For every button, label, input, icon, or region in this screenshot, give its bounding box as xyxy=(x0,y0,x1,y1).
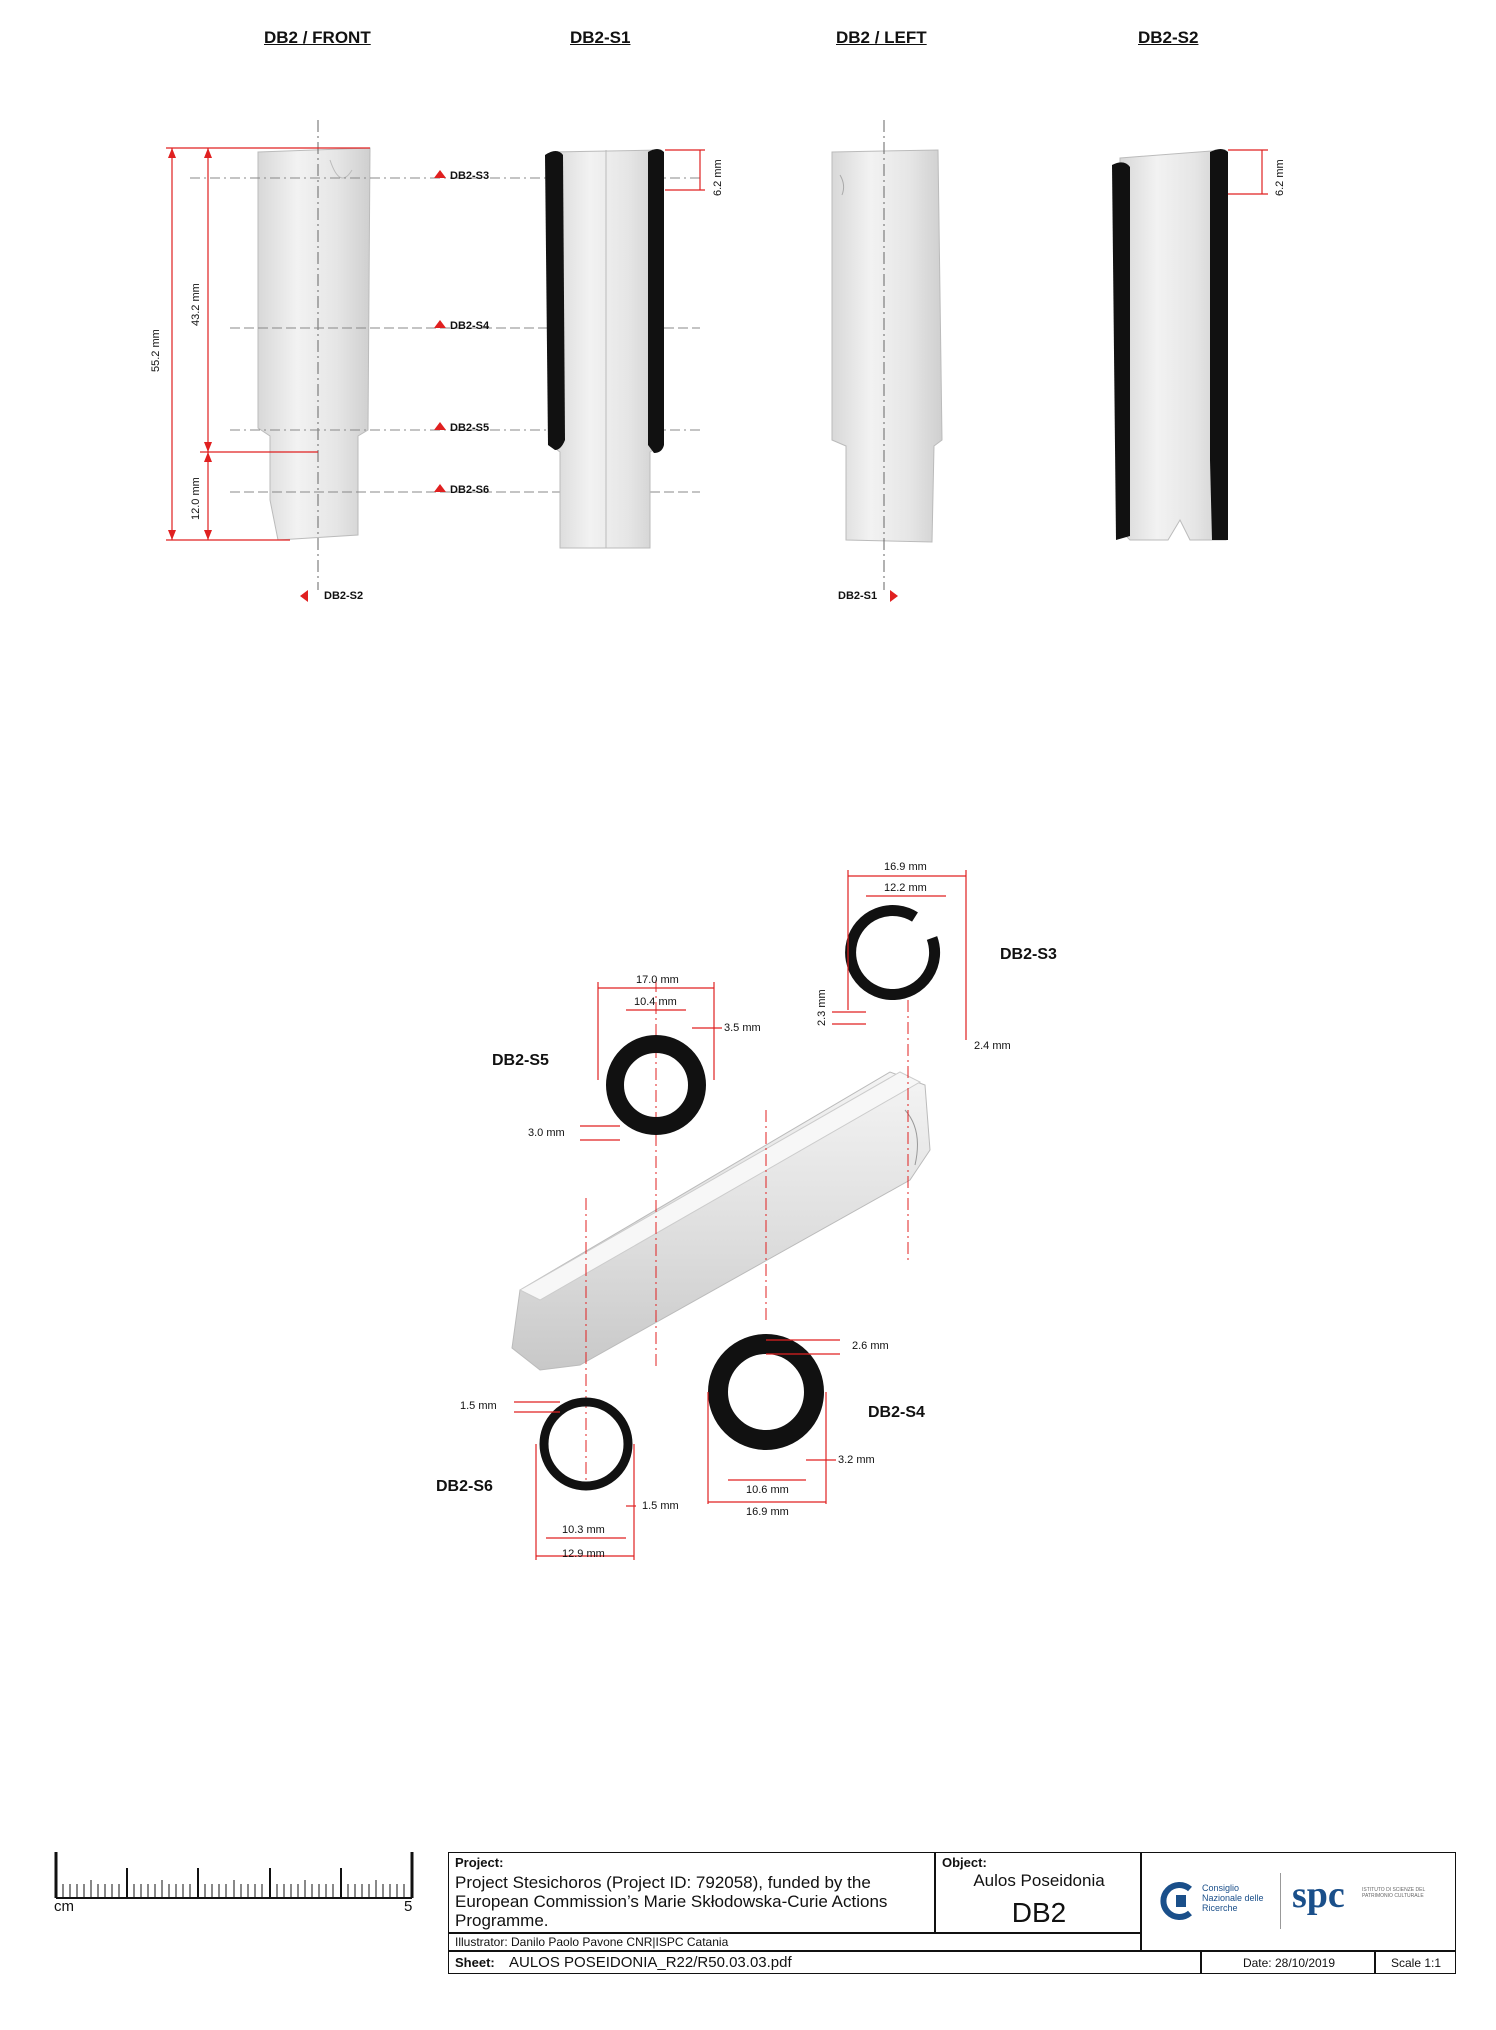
s5-inner: 10.4 mm xyxy=(634,996,677,1008)
dim-s2-top: 6.2 mm xyxy=(1274,159,1286,196)
scale-unit: cm xyxy=(54,1898,74,1915)
object-id: DB2 xyxy=(1011,1897,1067,1928)
s5-wall-right: 3.5 mm xyxy=(724,1022,761,1034)
front-view-title: DB2 / FRONT xyxy=(264,28,371,47)
s6-wall-right: 1.5 mm xyxy=(642,1500,679,1512)
s3-gap: 2.3 mm xyxy=(816,989,828,1026)
s4-wall-top: 2.6 mm xyxy=(852,1340,889,1352)
s6-inner: 10.3 mm xyxy=(562,1524,605,1536)
object-name: Aulos Poseidonia xyxy=(973,1871,1105,1890)
title-block xyxy=(448,1852,1456,1974)
s4-inner: 10.6 mm xyxy=(746,1484,789,1496)
ring-s5-label: DB2-S5 xyxy=(492,1052,549,1069)
ring-s3-label: DB2-S3 xyxy=(1000,946,1057,963)
date-text: Date: 28/10/2019 xyxy=(1242,1956,1336,1970)
s4-wall-right: 3.2 mm xyxy=(838,1454,875,1466)
project-text: Project Stesichoros (Project ID: 792058), funded by the European Commission’s Marie Skłodowska-Curie Actions Programme. xyxy=(455,1873,888,1930)
project-header: Project: xyxy=(455,1855,504,1870)
dim-total-height: 55.2 mm xyxy=(150,329,162,372)
s5-wall-bottom: 3.0 mm xyxy=(528,1127,565,1139)
marker-s4: DB2-S4 xyxy=(450,320,490,332)
cnr-logo-text: Consiglio Nazionale delle Ricerche xyxy=(1202,1883,1264,1913)
ring-s4-label: DB2-S4 xyxy=(868,1404,925,1421)
s3-inner: 12.2 mm xyxy=(884,882,927,894)
ring-s3 xyxy=(832,870,966,1040)
dim-s1-top: 6.2 mm xyxy=(712,159,724,196)
sheet-header: Sheet: xyxy=(455,1955,495,1970)
s4-outer: 16.9 mm xyxy=(746,1506,789,1518)
sheet-name: AULOS POSEIDONIA_R22/R50.03.03.pdf xyxy=(509,1954,792,1971)
scale-bar xyxy=(56,1852,412,1898)
spc-logo: spc xyxy=(1292,1874,1345,1916)
scale-text: Scale 1:1 xyxy=(1390,1956,1442,1970)
s3-outer: 16.9 mm xyxy=(884,861,927,873)
date-cell xyxy=(1201,1951,1375,1973)
s2-view-drawing xyxy=(1112,149,1268,540)
s3-wall: 2.4 mm xyxy=(974,1040,1011,1052)
project-cell xyxy=(449,1853,935,1933)
marker-s6: DB2-S6 xyxy=(450,484,490,496)
ring-s4 xyxy=(708,1340,840,1504)
ring-s6-label: DB2-S6 xyxy=(436,1478,493,1495)
s1-view-drawing xyxy=(545,149,705,548)
front-view-drawing xyxy=(166,120,898,602)
cnr-logo-icon xyxy=(1160,1881,1200,1921)
dim-upper-height: 43.2 mm xyxy=(190,283,202,326)
logo-cell xyxy=(1141,1853,1455,1951)
marker-s1-arrow: DB2-S1 xyxy=(838,590,878,602)
marker-s5: DB2-S5 xyxy=(450,422,490,434)
object-header: Object: xyxy=(942,1855,987,1870)
s6-outer: 12.9 mm xyxy=(562,1548,605,1560)
object-cell xyxy=(935,1853,1141,1933)
logo-divider xyxy=(1280,1873,1281,1929)
sheet-cell xyxy=(449,1951,1201,1973)
illustrator-text: Illustrator: Danilo Paolo Pavone CNR|ISPC Catania xyxy=(455,1935,729,1949)
left-view-title: DB2 / LEFT xyxy=(836,28,927,47)
s1-view-title: DB2-S1 xyxy=(570,28,631,47)
scale-max: 5 xyxy=(404,1898,413,1915)
marker-s3: DB2-S3 xyxy=(450,170,490,182)
s5-outer: 17.0 mm xyxy=(636,974,679,986)
dim-lower-height: 12.0 mm xyxy=(190,477,202,520)
ispc-logo-text: ISTITUTO DI SCIENZE DEL PATRIMONIO CULTURALE xyxy=(1362,1887,1426,1899)
ring-s6 xyxy=(514,1402,636,1560)
s6-wall-left: 1.5 mm xyxy=(460,1400,497,1412)
scale-cell xyxy=(1375,1951,1455,1973)
marker-s2-arrow: DB2-S2 xyxy=(324,590,364,602)
illustrator-cell xyxy=(449,1933,1141,1951)
left-view-drawing xyxy=(832,120,942,590)
s2-view-title: DB2-S2 xyxy=(1138,28,1199,47)
